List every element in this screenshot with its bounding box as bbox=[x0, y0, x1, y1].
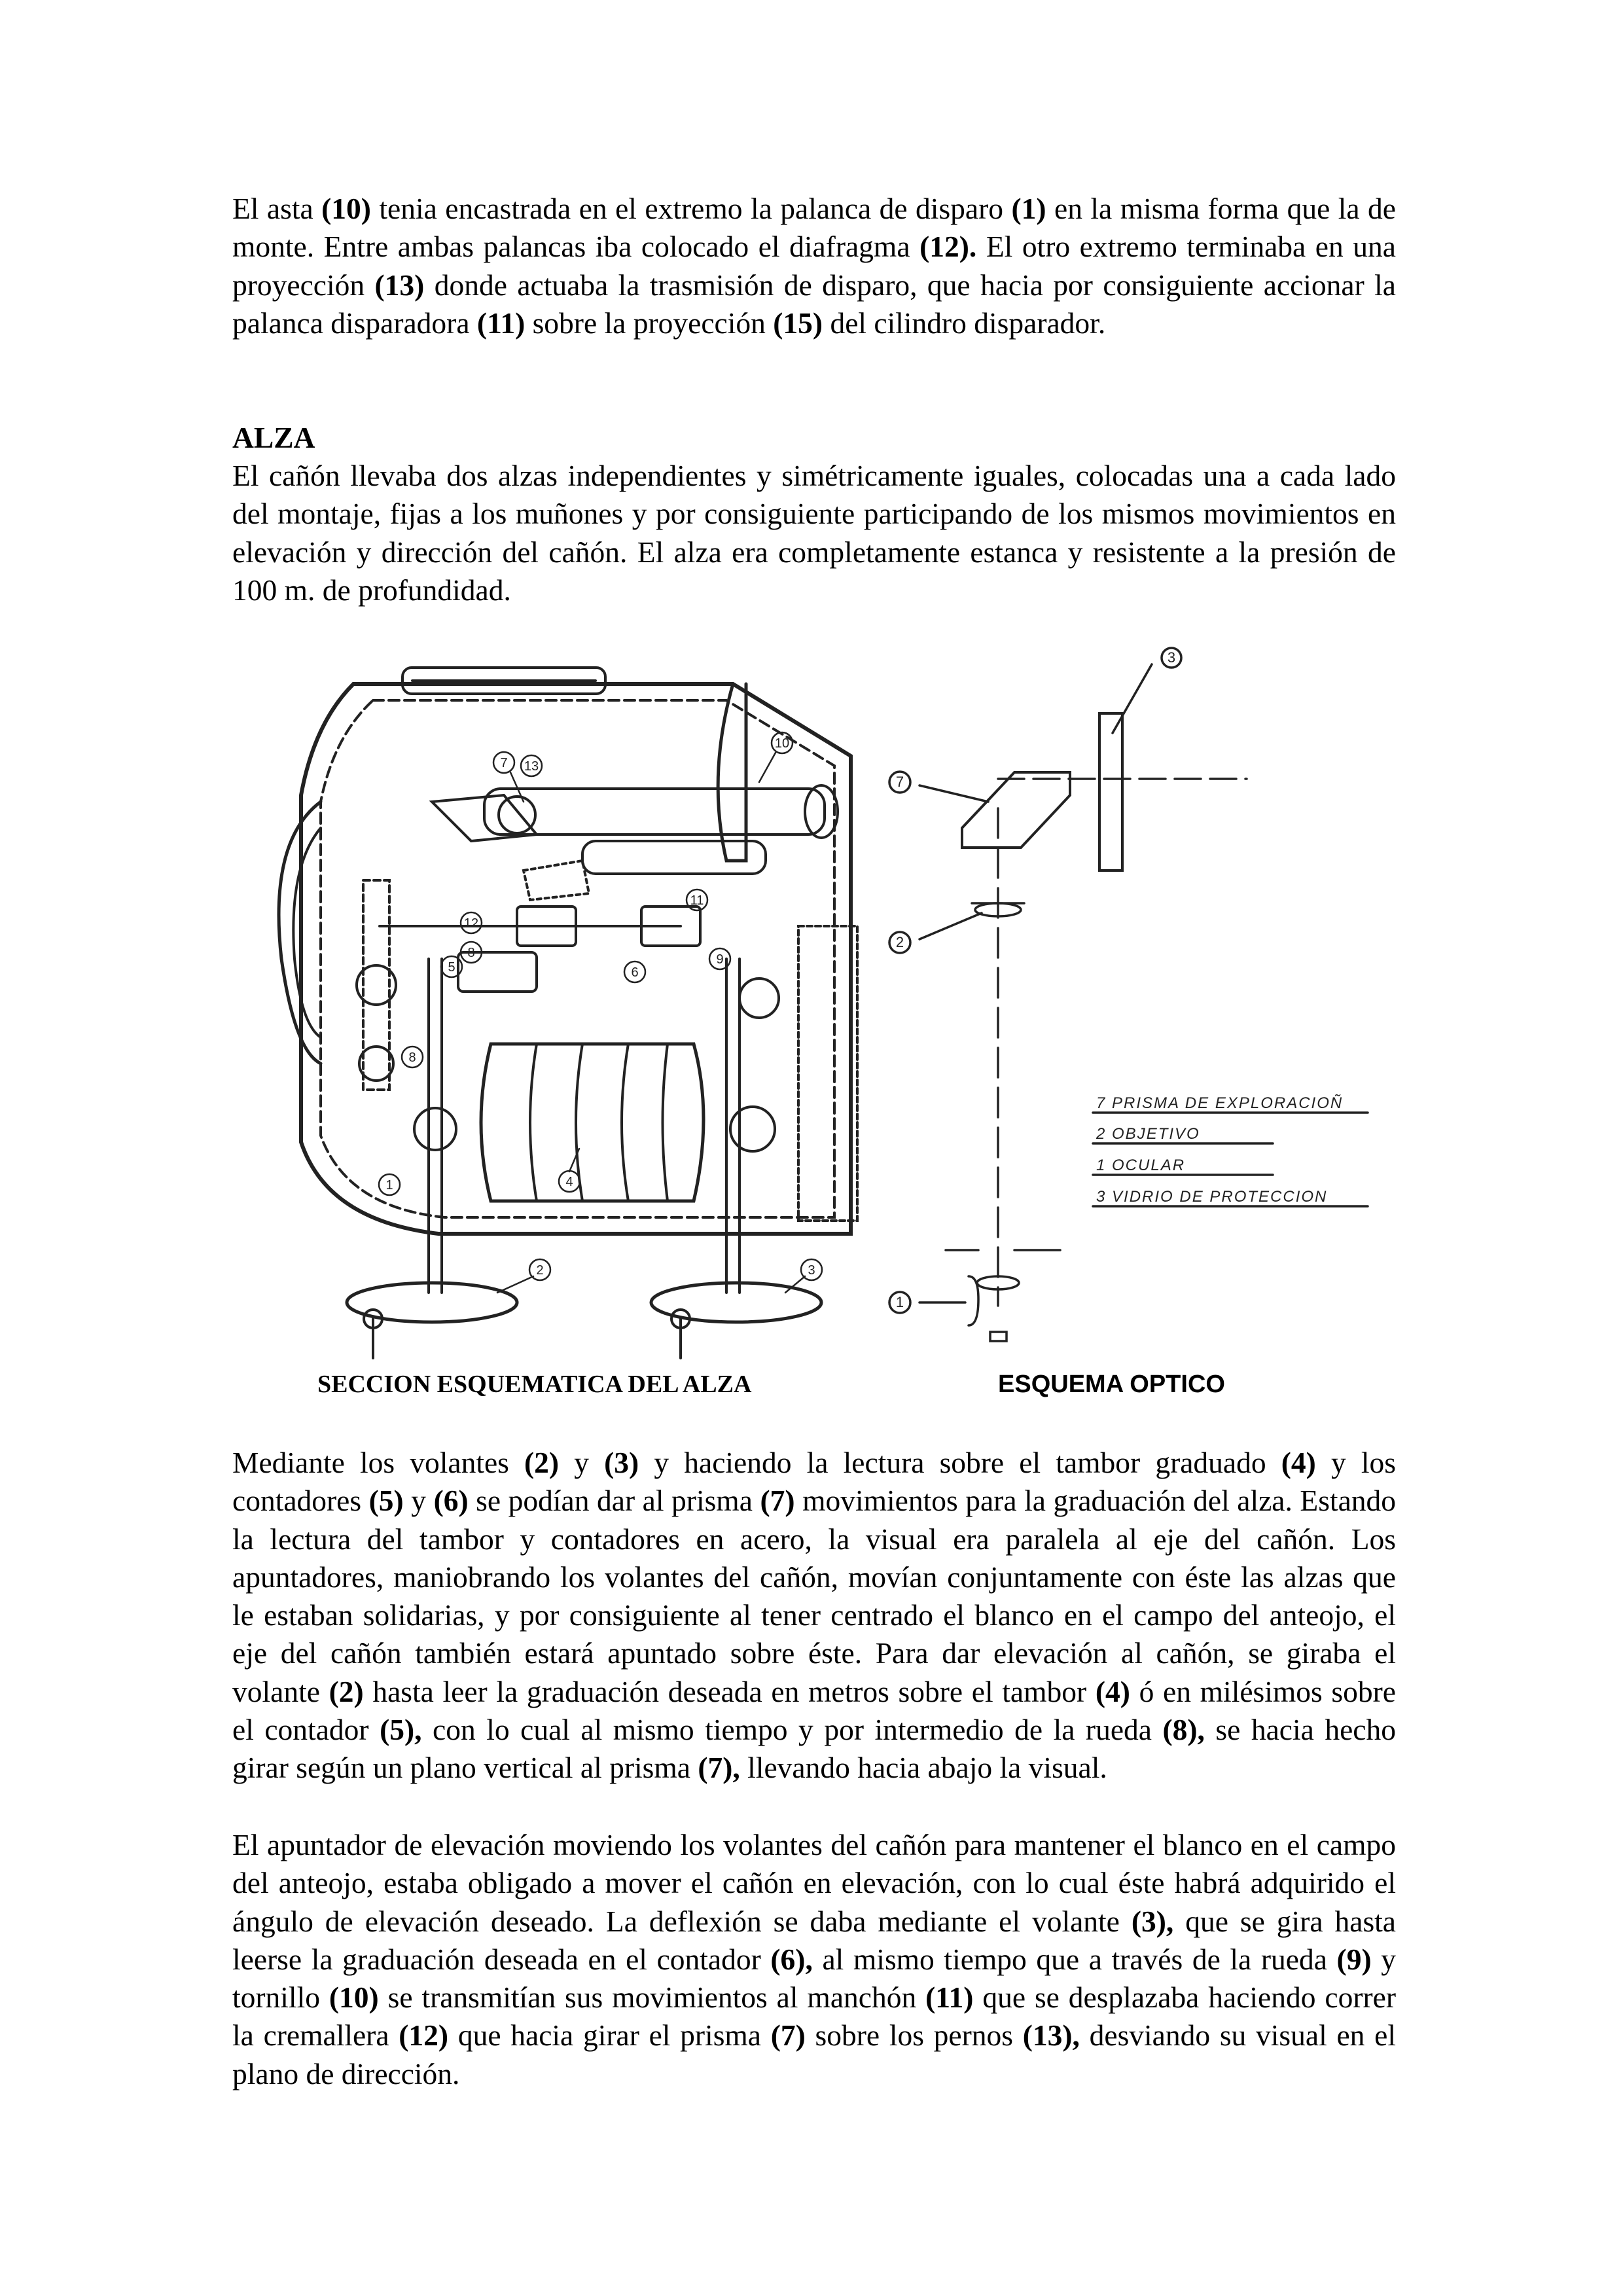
reference-number: (13) bbox=[374, 268, 425, 302]
reference-number: (11) bbox=[476, 306, 526, 340]
callout-label: 8 bbox=[408, 1050, 416, 1065]
callout-label: 13 bbox=[524, 759, 539, 774]
figure-caption-section: SECCION ESQUEMATICA DEL ALZA bbox=[317, 1371, 752, 1398]
reference-number: (5), bbox=[380, 1713, 422, 1747]
reference-number: (3), bbox=[1131, 1904, 1174, 1938]
callout-label: 2 bbox=[895, 934, 904, 950]
legend-protection-glass: 3 VIDRIO DE PROTECCION bbox=[1096, 1188, 1328, 1206]
reference-number: (12) bbox=[399, 2018, 449, 2053]
callout-label: 2 bbox=[536, 1263, 544, 1278]
figure-caption-optical: ESQUEMA OPTICO bbox=[998, 1371, 1225, 1398]
reference-number: (10) bbox=[329, 1981, 379, 2015]
legend-ocular: 1 OCULAR bbox=[1096, 1157, 1186, 1174]
callout-label: 3 bbox=[808, 1263, 815, 1278]
reference-number: (4) bbox=[1281, 1446, 1316, 1479]
callout-label: 1 bbox=[895, 1294, 904, 1310]
reference-number: (7) bbox=[770, 2018, 806, 2053]
callout-label: 6 bbox=[631, 965, 639, 980]
reference-number: (9) bbox=[1336, 1942, 1372, 1976]
legend-prism: 7 PRISMA DE EXPLORACIOÑ bbox=[1096, 1094, 1344, 1112]
callout-label: 11 bbox=[690, 893, 704, 908]
sight-section-diagram bbox=[275, 645, 877, 1368]
callout-label: 10 bbox=[774, 736, 790, 751]
reference-number: (5) bbox=[368, 1484, 404, 1518]
paragraph-alza-intro: El cañón llevaba dos alzas independientes y simétricamente iguales, colocadas una a cada lado del montaje, fijas a los muñones y por consiguiente participando de los mismos movimientos en elevación y dirección del cañón. El alza era completamente estanca y resistente a la presión de 100 m. de profundidad. bbox=[232, 459, 1396, 607]
reference-number: (15) bbox=[773, 306, 823, 340]
callout-label: 1 bbox=[385, 1178, 393, 1193]
callout-label: 7 bbox=[895, 774, 904, 790]
reference-number: (7), bbox=[698, 1751, 740, 1785]
callout-label: 3 bbox=[1167, 649, 1176, 666]
reference-number: (4) bbox=[1095, 1674, 1130, 1708]
reference-number: (1) bbox=[1011, 192, 1046, 225]
callout-label: 12 bbox=[463, 916, 479, 931]
reference-number: (2) bbox=[524, 1446, 560, 1479]
reference-number: (6), bbox=[770, 1942, 813, 1976]
callout-label: 9 bbox=[716, 952, 724, 967]
reference-number: (6) bbox=[433, 1484, 469, 1518]
reference-number: (10) bbox=[321, 192, 371, 225]
paragraph-elevation: Mediante los volantes (2) y (3) y haciendo la lectura sobre el tambor graduado (4) y los contadores (5) y (6) se podían dar al prisma (7) movimientos para la graduación del alza. Estando la lectura del tambor y contadores en acero, la visual era paralela al eje del cañón. Los apuntadores, maniobrando los volantes del cañón, movían conjuntamente con éste las alzas que le estaban solidarias, y por consiguiente al tener centrado el blanco en el campo del anteojo, el eje del cañón también estará apuntado sobre éste. Para dar elevación al cañón, se giraba el volante (2) hasta leer la graduación deseada en metros sobre el tambor (4) ó en milésimos sobre el contador (5), con lo cual al mismo tiempo y por intermedio de la rueda (8), se hacia hecho girar según un plano vertical al prisma (7), llevando hacia abajo la visual. bbox=[232, 1446, 1397, 1785]
callout-label: 8 bbox=[467, 946, 475, 960]
optical-scheme-diagram bbox=[874, 645, 1404, 1368]
reference-number: (8), bbox=[1162, 1713, 1205, 1747]
reference-number: (11) bbox=[925, 1981, 974, 2015]
legend-objective: 2 OBJETIVO bbox=[1096, 1125, 1200, 1143]
reference-number: (13), bbox=[1022, 2018, 1080, 2053]
callout-label: 4 bbox=[565, 1175, 573, 1189]
reference-number: (7) bbox=[760, 1484, 795, 1518]
reference-number: (3) bbox=[604, 1446, 639, 1479]
section-heading-alza: ALZA bbox=[232, 421, 315, 454]
callout-label: 5 bbox=[448, 960, 455, 975]
paragraph-deflection: El apuntador de elevación moviendo los volantes del cañón para mantener el blanco en el campo del anteojo, estaba obligado a mover el cañón en elevación, con lo cual éste habrá adquirido el ángulo de elevación deseado. La deflexión se daba mediante el volante (3), que se gira hasta leerse la graduación deseada en el contador (6), al mismo tiempo que a través de la rueda (9) y tornillo (10) se transmitían sus movimientos al manchón (11) que se desplazaba haciendo correr la cremallera (12) que hacia girar el prisma (7) sobre los pernos (13), desviando su visual en el plano de dirección. bbox=[232, 1828, 1396, 2090]
callout-label: 7 bbox=[500, 756, 508, 770]
paragraph-firing-lever: El asta (10) tenia encastrada en el extremo la palanca de disparo (1) en la misma forma que la de monte. Entre ambas palancas iba colocado el diafragma (12). El otro extremo terminaba en una proyección (13) donde actuaba la trasmisión de disparo, que hacia por consiguiente accionar la palanca disparadora (11) sobre la proyección (15) del cilindro disparador. bbox=[232, 192, 1396, 340]
reference-number: (2) bbox=[329, 1674, 364, 1708]
reference-number: (12). bbox=[919, 230, 977, 264]
